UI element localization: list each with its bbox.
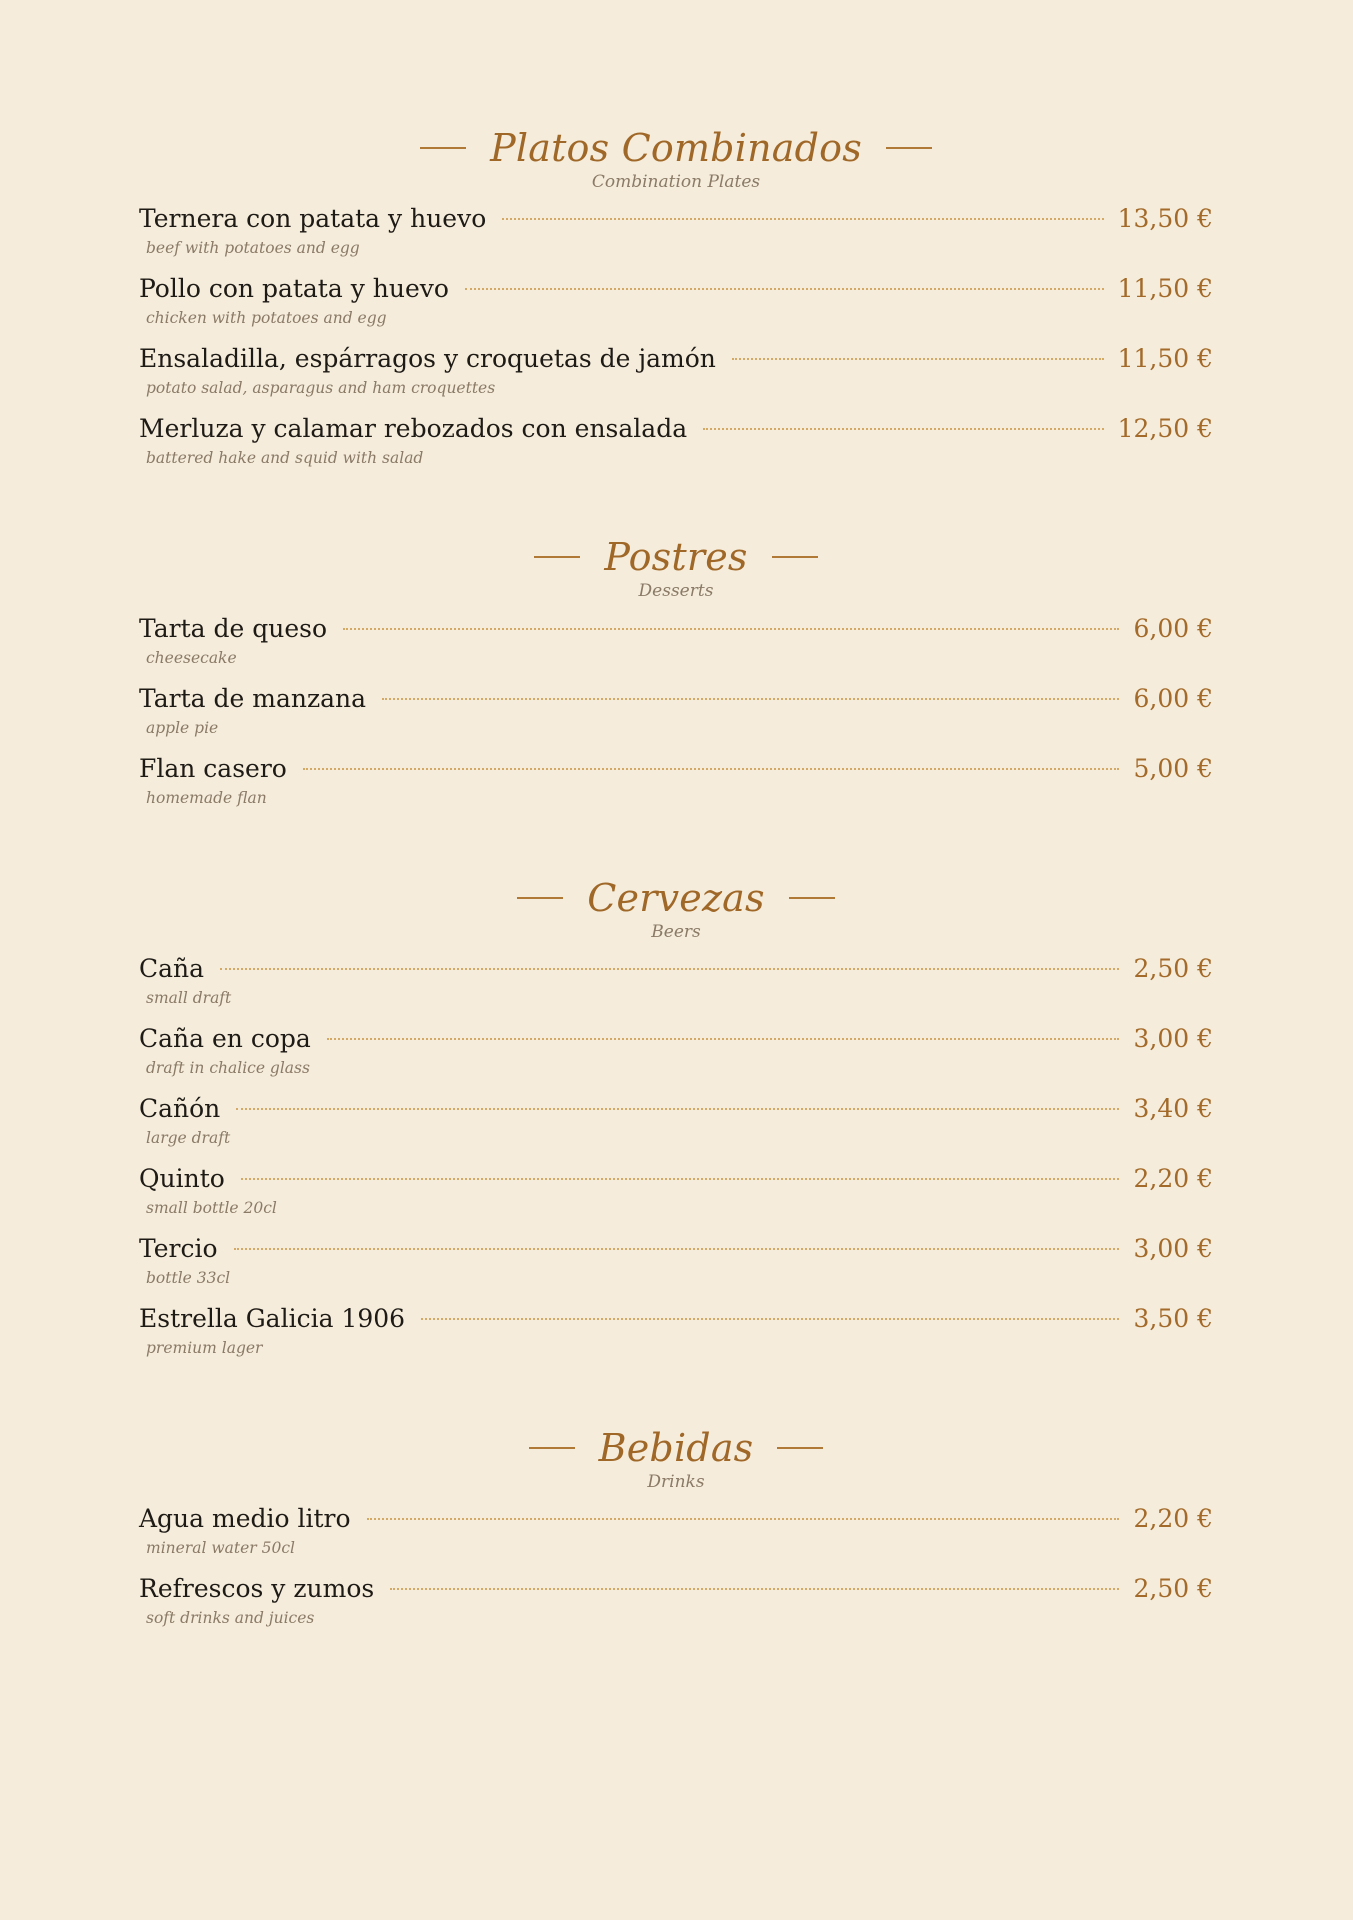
title-divider-left <box>517 897 563 899</box>
section-title: Postres <box>604 535 748 579</box>
item-name: Caña <box>139 954 205 983</box>
section-subtitle: Combination Plates <box>591 172 761 192</box>
item-price: 11,50 € <box>1117 344 1213 373</box>
title-divider-right <box>777 1447 823 1449</box>
item-description: cheesecake <box>146 649 237 667</box>
dot-leader <box>234 1248 1120 1250</box>
item-description: premium lager <box>146 1339 263 1357</box>
menu-item <box>139 611 1213 681</box>
menu-item <box>139 1301 1213 1371</box>
menu-item <box>139 751 1213 821</box>
item-price: 12,50 € <box>1117 414 1213 443</box>
section-subtitle: Desserts <box>638 581 714 601</box>
item-description: potato salad, asparagus and ham croquettes <box>146 379 496 397</box>
menu-item <box>139 1161 1213 1231</box>
menu-item <box>139 1091 1213 1161</box>
dot-leader <box>732 358 1104 360</box>
item-name: Cañón <box>139 1094 221 1123</box>
item-description: large draft <box>146 1129 231 1147</box>
section-title-row <box>139 868 1213 928</box>
item-description: apple pie <box>146 719 219 737</box>
dot-leader <box>367 1518 1120 1520</box>
menu-item <box>139 341 1213 411</box>
item-price: 2,50 € <box>1133 954 1213 983</box>
item-description: soft drinks and juices <box>146 1609 315 1627</box>
item-price: 11,50 € <box>1117 274 1213 303</box>
dot-leader <box>502 218 1103 220</box>
menu-item <box>139 1021 1213 1091</box>
item-price: 6,00 € <box>1133 684 1213 713</box>
section-cervezas <box>139 868 1213 1357</box>
section-title-row <box>139 118 1213 178</box>
title-divider-left <box>529 1447 575 1449</box>
item-name: Pollo con patata y huevo <box>139 274 449 303</box>
item-price: 2,20 € <box>1133 1164 1213 1193</box>
item-description: mineral water 50cl <box>146 1539 295 1557</box>
section-subtitle: Beers <box>651 922 701 942</box>
menu-item <box>139 1231 1213 1301</box>
item-name: Caña en copa <box>139 1024 311 1053</box>
section-postres <box>139 527 1213 807</box>
item-description: small bottle 20cl <box>146 1199 277 1217</box>
section-title-row <box>139 1418 1213 1478</box>
item-price: 2,20 € <box>1133 1504 1213 1533</box>
dot-leader <box>303 768 1120 770</box>
item-name: Estrella Galicia 1906 <box>139 1304 406 1333</box>
section-title: Bebidas <box>598 1426 754 1470</box>
item-name: Tarta de manzana <box>139 684 367 713</box>
item-name: Tercio <box>139 1234 218 1263</box>
menu-item <box>139 1571 1213 1641</box>
title-divider-right <box>772 556 818 558</box>
section-subtitle: Drinks <box>647 1472 705 1492</box>
dot-leader <box>327 1038 1120 1040</box>
item-price: 3,50 € <box>1133 1304 1213 1333</box>
item-name: Ternera con patata y huevo <box>139 204 487 233</box>
item-description: bottle 33cl <box>146 1269 231 1287</box>
title-divider-left <box>534 556 580 558</box>
section-title: Platos Combinados <box>490 126 862 170</box>
menu-item <box>139 201 1213 271</box>
dot-leader <box>703 428 1103 430</box>
item-name: Merluza y calamar rebozados con ensalada <box>139 414 688 443</box>
dot-leader <box>236 1108 1119 1110</box>
dot-leader <box>343 628 1119 630</box>
menu-item <box>139 951 1213 1021</box>
section-title: Cervezas <box>587 876 765 920</box>
item-price: 2,50 € <box>1133 1574 1213 1603</box>
item-description: small draft <box>146 989 232 1007</box>
menu-item <box>139 1501 1213 1571</box>
item-name: Refrescos y zumos <box>139 1574 375 1603</box>
menu-item <box>139 411 1213 481</box>
item-description: draft in chalice glass <box>146 1059 310 1077</box>
title-divider-left <box>420 147 466 149</box>
dot-leader <box>390 1588 1119 1590</box>
dot-leader <box>220 968 1119 970</box>
item-description: battered hake and squid with salad <box>146 449 424 467</box>
item-price: 6,00 € <box>1133 614 1213 643</box>
item-price: 3,40 € <box>1133 1094 1213 1123</box>
section-platos-combinados <box>139 118 1213 467</box>
item-name: Tarta de queso <box>139 614 328 643</box>
item-price: 13,50 € <box>1117 204 1213 233</box>
section-title-row <box>139 527 1213 587</box>
item-name: Ensaladilla, espárragos y croquetas de jamón <box>139 344 716 373</box>
item-description: homemade flan <box>146 789 267 807</box>
dot-leader <box>241 1178 1120 1180</box>
section-bebidas <box>139 1418 1213 1627</box>
item-description: chicken with potatoes and egg <box>146 309 387 327</box>
item-description: beef with potatoes and egg <box>146 239 360 257</box>
menu-item <box>139 681 1213 751</box>
dot-leader <box>465 288 1104 290</box>
item-name: Quinto <box>139 1164 225 1193</box>
title-divider-right <box>789 897 835 899</box>
title-divider-right <box>886 147 932 149</box>
item-price: 3,00 € <box>1133 1024 1213 1053</box>
item-name: Agua medio litro <box>139 1504 351 1533</box>
item-name: Flan casero <box>139 754 287 783</box>
item-price: 3,00 € <box>1133 1234 1213 1263</box>
menu-item <box>139 271 1213 341</box>
dot-leader <box>382 698 1119 700</box>
dot-leader <box>421 1318 1119 1320</box>
item-price: 5,00 € <box>1133 754 1213 783</box>
